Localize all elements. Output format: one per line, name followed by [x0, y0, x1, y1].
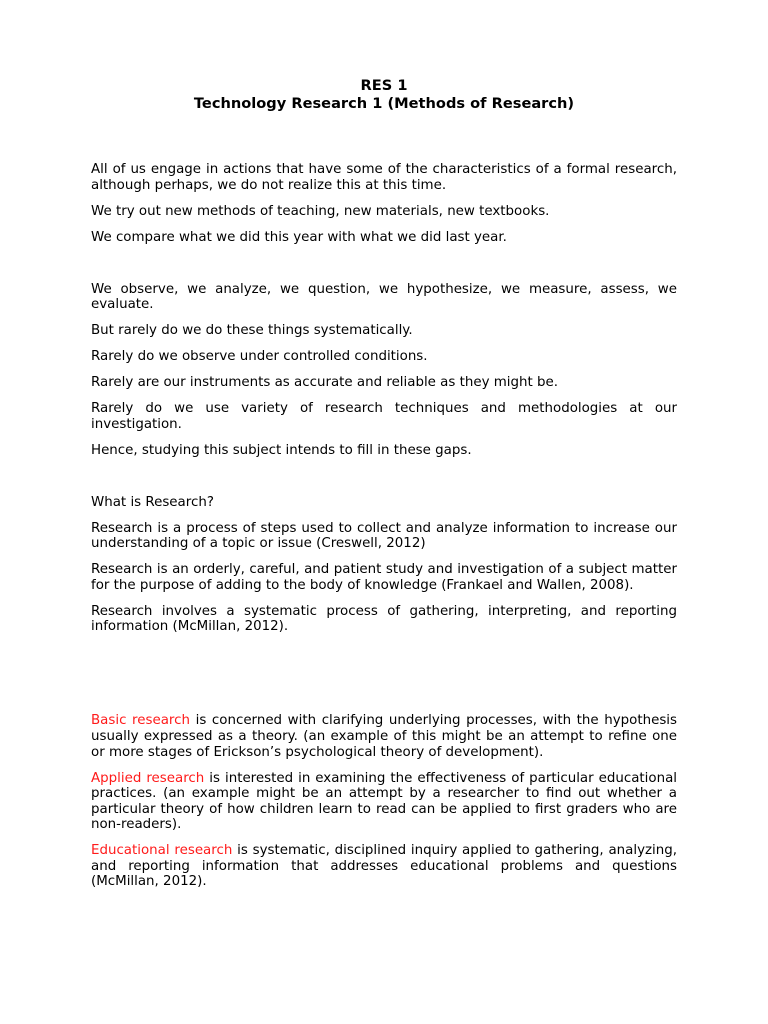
- document-body: [91, 162, 677, 900]
- observe-paragraph-1: We observe, we analyze, we question, we hypothesize, we measure, assess, we evaluate.: [91, 281, 677, 313]
- observe-paragraph-3: Rarely do we observe under controlled conditions.: [91, 349, 428, 365]
- intro-paragraph-1: All of us engage in actions that have some of the characteristics of a formal research, although perhaps, we do not realize this at this time.: [91, 162, 677, 193]
- definition-paragraph-2: Research is an orderly, careful, and patient study and investigation of a subject matter for the purpose of adding to the body of knowledge (Frankael and Wallen, 2008).: [91, 562, 677, 593]
- observe-paragraph-4: Rarely are our instruments as accurate and reliable as they might be.: [91, 375, 559, 391]
- basic-research-term: Basic research: [91, 713, 190, 729]
- applied-research-paragraph: [91, 771, 677, 833]
- definition-paragraph-3: Research involves a systematic process of gathering, interpreting, and reporting information (McMillan, 2012).: [91, 603, 677, 635]
- observe-paragraph-6: Hence, studying this subject intends to fill in these gaps.: [91, 442, 472, 458]
- basic-research-text: is concerned with clarifying underlying processes, with the hypothesis usually expressed as a theory. (an example of this might be an attempt to refine one or more stages of Erickson’s psychological theory of development).: [91, 713, 678, 760]
- applied-research-text: is interested in examining the effectiveness of particular educational practices. (an example might be an attempt by a researcher to find out whether a particular theory of how children learn to read can be applied to first graders who are non-readers).: [91, 770, 677, 833]
- educational-research-term: Educational research: [91, 843, 233, 859]
- spacer: [91, 645, 677, 713]
- definition-question: What is Research?: [91, 494, 214, 510]
- spacer: [91, 469, 677, 495]
- definition-paragraph-1: Research is a process of steps used to collect and analyze information to increase our understanding of a topic or issue (Creswell, 2012): [91, 520, 677, 552]
- educational-research-text: is systematic, disciplined inquiry applied to gathering, analyzing, and reporting information that addresses educational problems and questions (McMillan, 2012).: [91, 843, 677, 890]
- basic-research-paragraph: [91, 713, 677, 760]
- course-title: Technology Research 1 (Methods of Research): [193, 95, 575, 112]
- observe-paragraph-5: Rarely do we use variety of research techniques and methodologies at our investigation.: [91, 401, 677, 432]
- course-code: RES 1: [360, 77, 408, 94]
- educational-research-paragraph: [91, 843, 677, 890]
- spacer: [91, 256, 677, 282]
- applied-research-term: Applied research: [91, 770, 205, 786]
- intro-paragraph-3: We compare what we did this year with what we did last year.: [91, 229, 507, 245]
- intro-paragraph-2: We try out new methods of teaching, new materials, new textbooks.: [91, 203, 550, 219]
- observe-paragraph-2: But rarely do we do these things systematically.: [91, 323, 413, 339]
- document-header: [0, 77, 768, 113]
